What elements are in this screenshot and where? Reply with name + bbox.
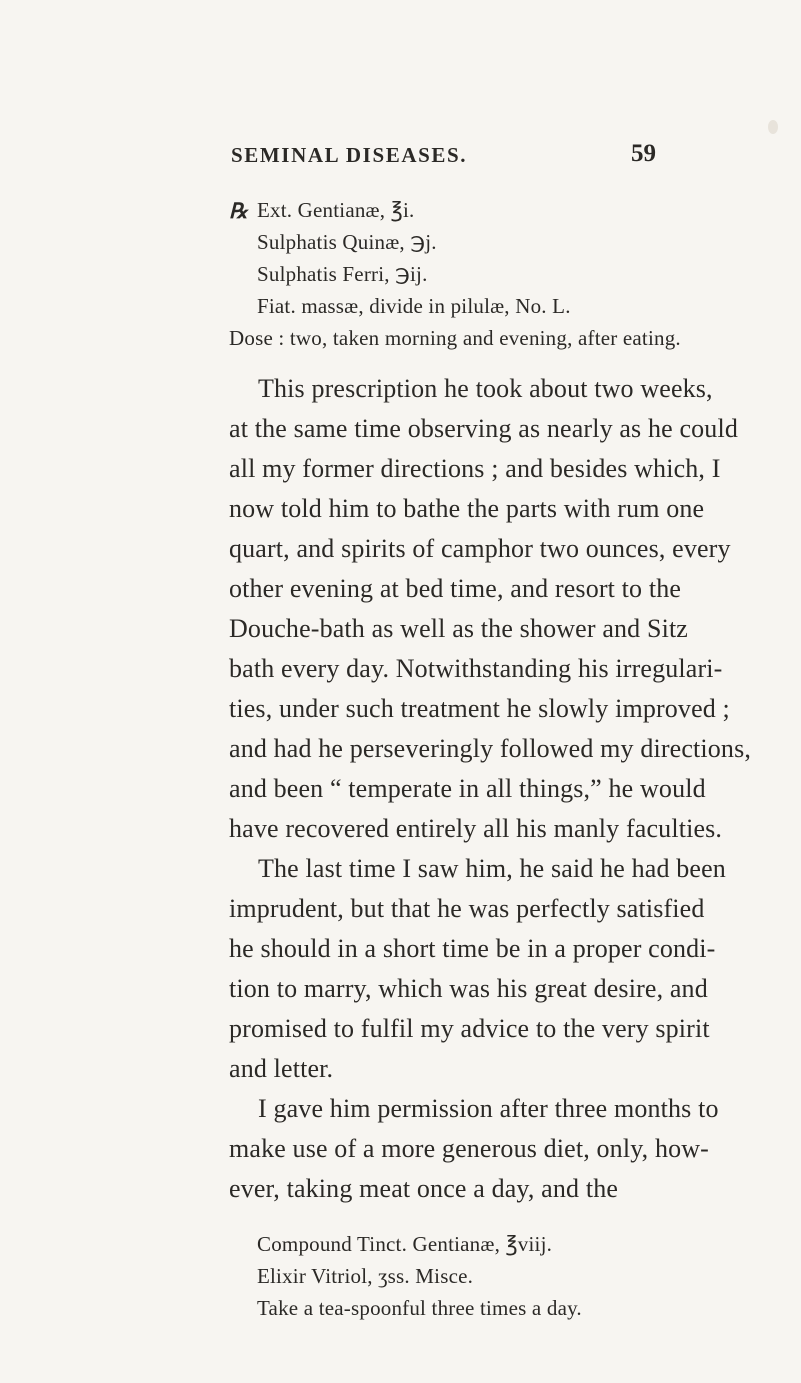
recipe-symbol: ℞ <box>229 199 248 223</box>
text-line: ties, under such treatment he slowly improved ; <box>229 694 730 723</box>
text-line: quart, and spirits of camphor two ounces, every <box>229 534 731 563</box>
text-line: all my former directions ; and besides which, I <box>229 454 721 483</box>
text-line: This prescription he took about two weeks, <box>258 374 713 403</box>
text-line: imprudent, but that he was perfectly satisfied <box>229 894 705 923</box>
text-line: and letter. <box>229 1054 334 1083</box>
text-line: have recovered entirely all his manly faculties. <box>229 814 723 843</box>
prescription-line: Sulphatis Quinæ, ℈j. <box>257 230 437 254</box>
text-line: at the same time observing as nearly as he could <box>229 414 738 443</box>
text-line: he should in a short time be in a proper condi- <box>229 934 716 963</box>
text-line: bath every day. Notwithstanding his irregulari- <box>229 654 723 683</box>
running-head <box>0 140 801 173</box>
text-line: ever, taking meat once a day, and the <box>229 1174 619 1203</box>
text-line: and had he perseveringly followed my directions, <box>229 734 751 763</box>
prescription-line: Elixir Vitriol, ʒss. Misce. <box>257 1264 474 1288</box>
text-line: I gave him permission after three months to <box>258 1094 719 1123</box>
page-number: 59 <box>631 140 656 167</box>
text-line: The last time I saw him, he said he had been <box>258 854 726 883</box>
text-line: Douche-bath as well as the shower and Sitz <box>229 614 689 643</box>
prescription-line: Compound Tinct. Gentianæ, ℥viij. <box>257 1232 553 1256</box>
prescription-line: Ext. Gentianæ, ℥i. <box>257 198 415 222</box>
text-line: tion to marry, which was his great desire, and <box>229 974 708 1003</box>
paper-stain <box>768 120 778 134</box>
text-line: make use of a more generous diet, only, how- <box>229 1134 709 1163</box>
prescription-line: Fiat. massæ, divide in pilulæ, No. L. <box>257 294 571 318</box>
text-line: and been “ temperate in all things,” he would <box>229 774 706 803</box>
prescription-line: Sulphatis Ferri, ℈ij. <box>257 262 428 286</box>
prescription-dose-line: Dose : two, taken morning and evening, after eating. <box>229 326 681 350</box>
text-line: now told him to bathe the parts with rum one <box>229 494 705 523</box>
text-line: promised to fulfil my advice to the very spirit <box>229 1014 710 1043</box>
text-line: other evening at bed time, and resort to the <box>229 574 682 603</box>
running-title: SEMINAL DISEASES. <box>231 143 468 167</box>
prescription-line: Take a tea-spoonful three times a day. <box>257 1296 582 1320</box>
